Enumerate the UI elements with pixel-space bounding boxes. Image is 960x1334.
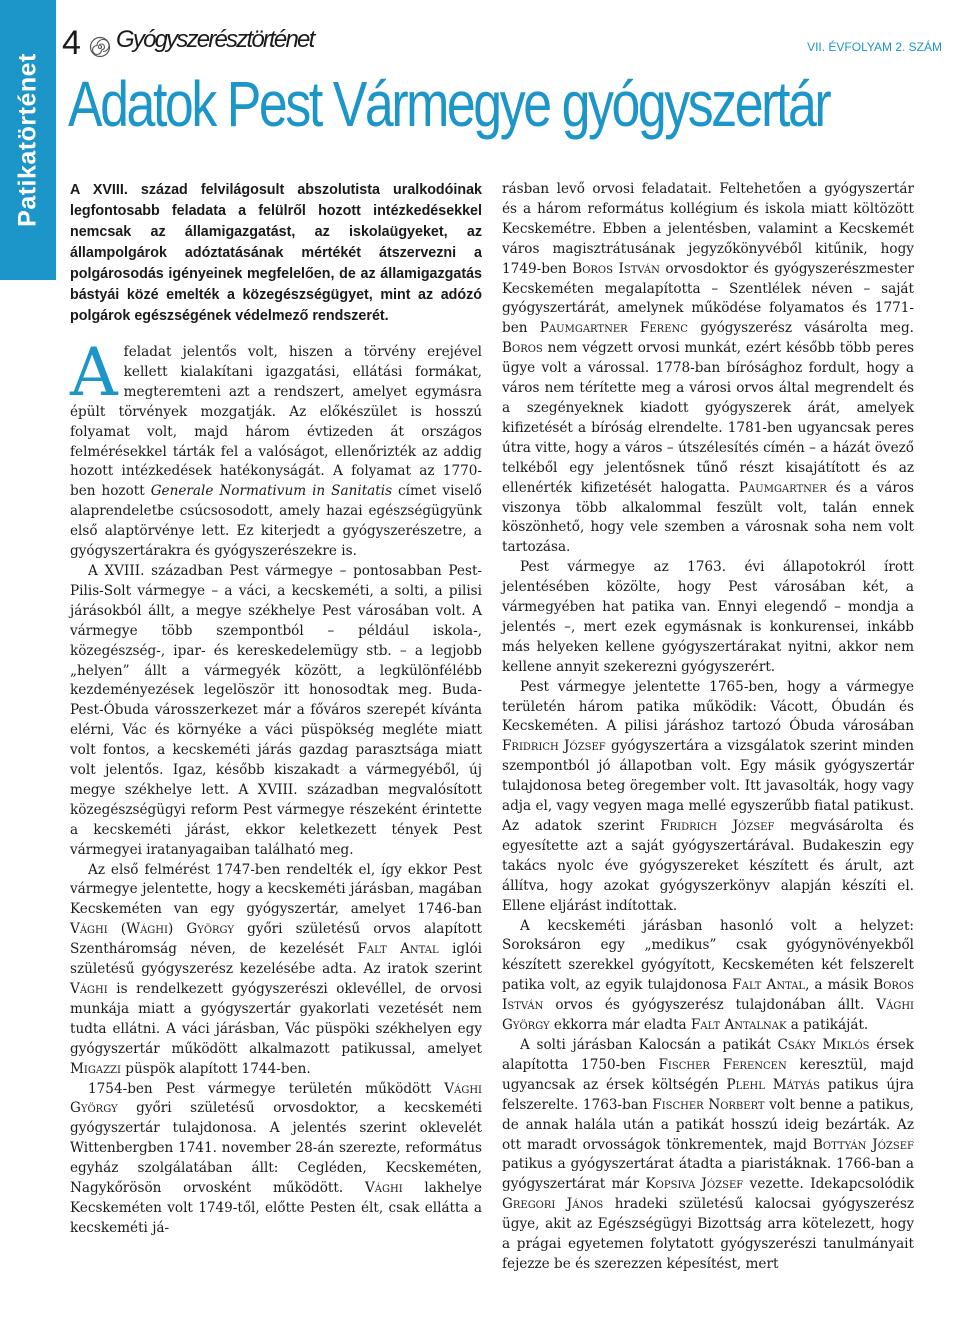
section-name: Gyógyszerésztörténet bbox=[116, 26, 314, 53]
column-left bbox=[70, 180, 482, 1239]
paragraph: Pest vármegye az 1763. évi állapotokról írott jelentésében közölte, hogy Pest városában két, a vármegyében hat patika van. Ennyi elegendő – mondja a jelentés –, mert ezek egymásnak is konkurensei, inkább más helyeken kellene gyógyszertárakat nyitni, akkor nem kellene annyit szekerezni gyógyszerért. bbox=[502, 559, 914, 675]
paragraph: A kecskeméti járásban hasonló volt a helyzet: Soroksáron egy „medikus” csak gyógynövényekből készített szerekkel gyógyított, Kecskeméten két felszerelt patika volt, az egyik tulajdonosa Falt Antal, a másik Boros István orvos és gyógyszerész tulajdonában állt. Vághi György ekkorra már eladta Falt Antalnak a patikáját. bbox=[502, 917, 914, 1034]
article-lead: A XVIII. század felvilágosult abszolutista uralkodóinak legfontosabb feladata a felülről hozott intézkedésekkel nemcsak az államigazgatást, az iskolaügyeket, az állampolgárok adóztatásának mértékét átszervezni a polgárosodás igényeinek megfelelően, de az államigazgatás bástyái közé emelték a közegészségügyet, mint az adózó polgárok egészségének védelmező rendszerét. bbox=[70, 182, 482, 324]
paragraph: A solti járásban Kalocsán a patikát Csáky Miklós érsek alapította 1750-ben Fischer Ferencen keresztül, majd ugyancsak az érsek költségén Plehl Mátyás patikus újra felszerelte. 1763-ban Fischer Norbert volt benne a patikus, de annak halála után a patikát hosszú ideig bezárták. Az ott maradt orvosságok tönkrementek, majd Bottyán József patikus a gyógyszertárat átadta a piaristáknak. 1766-ban a gyógyszertárat már Kopsiva József vezette. Idekapcsolódik Gregori János hradeki születésű kalocsai gyógyszerész ügye, akit az Egészségügyi Bizottság arra kötelezett, hogy a prágai egyetemen folytatott gyógyszerészi tanulmányait fejezze be és szerezzen képesítést, mert bbox=[502, 1036, 914, 1272]
issue-label: VII. ÉVFOLYAM 2. SZÁM bbox=[807, 40, 942, 54]
paragraph: Pest vármegye jelentette 1765-ben, hogy a vármegye területén három patika működik: Vácott, Óbudán és Kecskeméten. A pilisi járáshoz tartozó Óbuda városában Fridrich József gyógyszertára a vizsgálatok szerint minden szempontból jó állapotban volt. Egy másik gyógyszertár tulajdonosa beteg öregember volt. Itt javasolták, hogy vagy adja el, vagy vegyen maga mellé egyszerűbb fiatal patikust. Az adatok szerint Fridrich József megvásárolta és egyesítette azt a saját gyógyszertárával. Budakeszin egy takács nyolc éve gyógyszereket készített és árult, azt állítva, hogy azokat gyógyszerkönyv alapján készíti el. Ellene eljárást indítottak. bbox=[502, 678, 915, 914]
article-title: Adatok Pest Vármegye gyógyszertár bbox=[68, 68, 830, 140]
spiral-icon bbox=[89, 36, 111, 58]
paragraph: A XVIII. században Pest vármegye – pontosabban Pest-Pilis-Solt vármegye – a váci, a kecskeméti, a solti, a pilisi járásokból állt, a megye székhelye Pest városában volt. A vármegye több szempontból – például iskola-, közegészség-, ipar- és kereskedelemügy stb. – a legjobb „helyen” állt a vármegyék között, a legkülönfélébb kezdeményezések legelöször itt honosodtak meg. Buda-Pest-Óbuda városszerkezet már a főváros szerepét kívánta elérni, Vác és környéke a váci püspökség megléte miatt volt fontos, a kecskeméti járás gazdag parasztsága miatt volt jelentős. Igaz, később kiszakadt a vármegyéből, új megye székhelye lett. A XVIII. században megvalósított közegészségügyi reform Pest vármegye részeként érintette a kecskeméti járást, ekkor keletkezett tények Pest vármegyei iratanyagaiban található meg. bbox=[70, 562, 482, 858]
drop-cap: A bbox=[70, 334, 118, 411]
paragraph: rásban levő orvosi feladatait. Feltehetően a gyógyszertár és a három református kollégium és iskola miatt költözött Kecskemétre. Ebben a jelentésben, valamint a Kecskemét város magisztrátusának jegyzőkönyvéből kitűnik, hogy 1749-ben Boros István orvosdoktor és gyógyszerészmester Kecskeméten megalapította – Szentlélek néven – saját gyógyszertárát, amelynek működése folyamatos és 1771-ben Paumgartner Ferenc gyógyszerész vásárolta meg. Boros nem végzett orvosi munkát, ezért később több peres ügye volt a várossal. 1778-ban bírósághoz fordult, hogy a város nem térítette meg a városi orvos által megrendelt és a szegényeknek kiadott gyógyszerek árát, amelyek kifizetését a bíróság elrendelte. 1781-ben ugyancsak peres útra vitte, hogy a város – útszélesítés címén – a házát övező telkéből egy jelentősnek tűnő részt kisajátított és az ellenérték kifizetését halogatta. Paumgartner és a város viszonya több alkalommal feszült volt, talán ennek köszönhető, hogy vele szemben a városnak soha nem volt tartozása. bbox=[502, 181, 914, 556]
page-header bbox=[62, 22, 960, 62]
paragraph: Afeladat jelentős volt, hiszen a törvény erejével kellett kialakítani igazgatási, ellátási formákat, megteremteni azt a rendszert, amelyet egymásra épült törvények mozgatják. Az előkészület is hosszú folyamat volt, majd három évtizeden át országos felmérésekkel tárták fel a valóságot, ellenőrizték az addig hozott intézkedések hatékonyságát. A folyamat az 1770-ben hozott Generale Normativum in Sanitatis címet viselő alaprendeletbe csúcsosodott, amely hazai egészségügyünk első alaptörvénye lett. Ez kiterjedt a gyógyszerészetre, a gyógyszertárakra és gyógyszerészekre is. bbox=[70, 334, 482, 560]
sidebar-label: Patikatörténet bbox=[13, 53, 42, 227]
paragraph: Az első felmérést 1747-ben rendelték el, így ekkor Pest vármegye jelentette, hogy a kecskeméti járásban, magában Kecskeméten van egy gyógyszertár, amelyet 1746-ban Vághi (Wághi) György győri születésű orvos alapított Szentháromság néven, de kezelését Falt Antal iglói születésű gyógyszerész kezelésébe adta. Az iratok szerint Vághi is rendelkezett gyógyszerészi oklevéllel, de orvosi munkája miatt a gyógyszertár gyakorlati vezetését nem tudta ellátni. A váci járásban, Vác püspöki székhelyen egy gyógyszertár működött alkalmazott patikussal, amelyet Migazzi püspök alapított 1744-ben. bbox=[70, 861, 483, 1077]
section-sidebar bbox=[0, 0, 56, 280]
paragraph: 1754-ben Pest vármegye területén működött Vághi György győri születésű orvosdoktor, a kecskeméti gyógyszertár tulajdonosa. A jelentés szerint oklevelét Wittenbergben 1741. november 28-án szerezte, református egyház szolgálatában állt: Cegléden, Kecskeméten, Nagykőrösön orvosként működött. Vághi lakhelye Kecskeméten volt 1749-től, előtte Pesten élt, csak ellátta a kecskeméti já- bbox=[70, 1080, 482, 1236]
column-right bbox=[502, 180, 914, 1275]
page-number: 4 bbox=[62, 24, 81, 62]
